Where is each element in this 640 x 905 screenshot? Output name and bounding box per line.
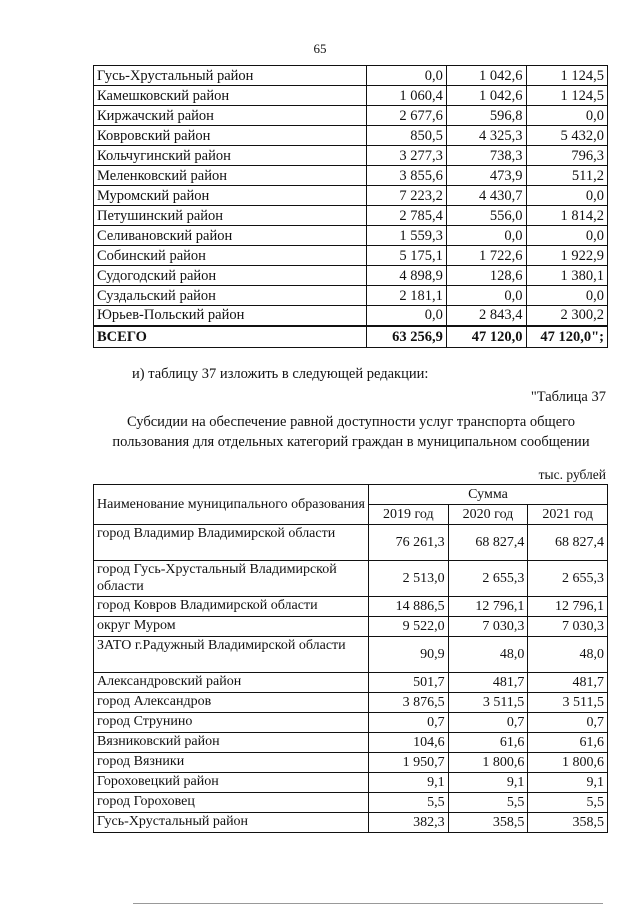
table-36-continuation — [93, 65, 608, 348]
value-2019: 9 522,0 — [369, 617, 449, 637]
value-2020: 596,8 — [446, 106, 526, 126]
value-2020: 128,6 — [446, 266, 526, 286]
table-title: Субсидии на обеспечение равной доступности услуг транспорта общего пользования для отдельных категорий граждан в муниципальном сообщении — [112, 414, 590, 450]
table-row — [94, 246, 608, 266]
header-sum-column: Сумма — [369, 485, 608, 505]
value-2019: 1 559,3 — [367, 226, 447, 246]
value-2020: 0,0 — [446, 226, 526, 246]
value-2019: 5,5 — [369, 793, 449, 813]
table-row — [94, 106, 608, 126]
table-label: "Таблица 37 — [530, 389, 606, 405]
value-2019: 3 277,3 — [367, 146, 447, 166]
value-2020: 61,6 — [448, 733, 528, 753]
name-cell: Собинский район — [94, 246, 367, 266]
table-37 — [93, 484, 608, 833]
value-2020: 481,7 — [448, 673, 528, 693]
name-cell: город Вязники — [94, 753, 369, 773]
name-cell: Меленковский район — [94, 166, 367, 186]
value-2020: 9,1 — [448, 773, 528, 793]
value-2021: 68 827,4 — [528, 525, 608, 561]
value-2019: 3 876,5 — [369, 693, 449, 713]
value-2019: 501,7 — [369, 673, 449, 693]
value-2021: 0,0 — [526, 186, 607, 206]
name-cell: Суздальский район — [94, 286, 367, 306]
name-cell: Ковровский район — [94, 126, 367, 146]
name-cell: город Гусь-Хрустальный Владимирской области — [94, 561, 369, 597]
amendment-instruction: и) таблицу 37 изложить в следующей редакции: — [132, 366, 429, 382]
value-2021: 48,0 — [528, 637, 608, 673]
table-row — [94, 166, 608, 186]
value-2020: 7 030,3 — [448, 617, 528, 637]
value-2019: 382,3 — [369, 813, 449, 833]
page-number: 65 — [313, 41, 327, 56]
name-cell: округ Муром — [94, 617, 369, 637]
value-2019: 4 898,9 — [367, 266, 447, 286]
table-row — [94, 126, 608, 146]
value-2019: 2 785,4 — [367, 206, 447, 226]
table-row — [94, 206, 608, 226]
name-cell: Муромский район — [94, 186, 367, 206]
value-2021: 0,0 — [526, 286, 607, 306]
value-2020: 1 800,6 — [448, 753, 528, 773]
value-2020: 3 511,5 — [448, 693, 528, 713]
table-row — [94, 813, 608, 833]
value-2019: 7 223,2 — [367, 186, 447, 206]
name-cell: Вязниковский район — [94, 733, 369, 753]
value-2019: 9,1 — [369, 773, 449, 793]
value-2020: 4 430,7 — [446, 186, 526, 206]
value-2021: 5 432,0 — [526, 126, 607, 146]
name-cell: Гусь-Хрустальный район — [94, 66, 367, 86]
value-2019: 76 261,3 — [369, 525, 449, 561]
name-cell: Судогодский район — [94, 266, 367, 286]
value-2019: 14 886,5 — [369, 597, 449, 617]
table-row — [94, 637, 608, 673]
name-cell: ВСЕГО — [94, 326, 367, 348]
value-2021: 481,7 — [528, 673, 608, 693]
name-cell: город Струнино — [94, 713, 369, 733]
name-cell: Петушинский район — [94, 206, 367, 226]
value-2021: 0,0 — [526, 106, 607, 126]
name-cell: Александровский район — [94, 673, 369, 693]
name-cell: город Владимир Владимирской области — [94, 525, 369, 561]
name-cell: город Александров — [94, 693, 369, 713]
name-cell: Гусь-Хрустальный район — [94, 813, 369, 833]
value-2019: 63 256,9 — [367, 326, 447, 348]
value-2020: 738,3 — [446, 146, 526, 166]
value-2019: 1 950,7 — [369, 753, 449, 773]
name-cell: ЗАТО г.Радужный Владимирской области — [94, 637, 369, 673]
value-2021: 2 300,2 — [526, 306, 607, 326]
value-2019: 0,7 — [369, 713, 449, 733]
table-36-body — [94, 66, 608, 348]
name-cell: город Гороховец — [94, 793, 369, 813]
name-cell: город Ковров Владимирской области — [94, 597, 369, 617]
name-cell: Кольчугинский район — [94, 146, 367, 166]
value-2020: 4 325,3 — [446, 126, 526, 146]
value-2020: 556,0 — [446, 206, 526, 226]
table-row — [94, 793, 608, 813]
value-2019: 5 175,1 — [367, 246, 447, 266]
table-row — [94, 693, 608, 713]
value-2021: 1 380,1 — [526, 266, 607, 286]
value-2019: 104,6 — [369, 733, 449, 753]
units-label: тыс. рублей — [538, 467, 606, 482]
bottom-divider — [133, 903, 603, 904]
value-2021: 1 124,5 — [526, 86, 607, 106]
value-2020: 47 120,0 — [446, 326, 526, 348]
value-2020: 1 722,6 — [446, 246, 526, 266]
value-2019: 2 181,1 — [367, 286, 447, 306]
value-2021: 3 511,5 — [528, 693, 608, 713]
value-2019: 0,0 — [367, 306, 447, 326]
value-2020: 473,9 — [446, 166, 526, 186]
table-row — [94, 306, 608, 326]
name-cell: Камешковский район — [94, 86, 367, 106]
value-2020: 48,0 — [448, 637, 528, 673]
value-2021: 47 120,0"; — [526, 326, 607, 348]
value-2019: 2 513,0 — [369, 561, 449, 597]
table-row — [94, 561, 608, 597]
table-row — [94, 617, 608, 637]
total-row — [94, 326, 608, 348]
value-2021: 358,5 — [528, 813, 608, 833]
value-2021: 1 922,9 — [526, 246, 607, 266]
value-2021: 0,7 — [528, 713, 608, 733]
value-2021: 5,5 — [528, 793, 608, 813]
table-37-header — [94, 485, 608, 525]
table-row — [94, 525, 608, 561]
header-name-column: Наименование муниципального образования — [94, 485, 369, 525]
value-2020: 2 655,3 — [448, 561, 528, 597]
table-row — [94, 86, 608, 106]
table-row — [94, 66, 608, 86]
value-2019: 90,9 — [369, 637, 449, 673]
table-row — [94, 146, 608, 166]
value-2020: 0,0 — [446, 286, 526, 306]
table-row — [94, 286, 608, 306]
value-2020: 5,5 — [448, 793, 528, 813]
table-37-body — [94, 525, 608, 833]
value-2020: 1 042,6 — [446, 66, 526, 86]
header-year-2019: 2019 год — [369, 505, 449, 525]
value-2021: 12 796,1 — [528, 597, 608, 617]
name-cell: Юрьев-Польский район — [94, 306, 367, 326]
table-row — [94, 733, 608, 753]
value-2020: 68 827,4 — [448, 525, 528, 561]
value-2019: 2 677,6 — [367, 106, 447, 126]
value-2021: 9,1 — [528, 773, 608, 793]
value-2020: 12 796,1 — [448, 597, 528, 617]
value-2020: 1 042,6 — [446, 86, 526, 106]
name-cell: Киржачский район — [94, 106, 367, 126]
table-row — [94, 713, 608, 733]
value-2020: 358,5 — [448, 813, 528, 833]
table-row — [94, 266, 608, 286]
value-2021: 1 814,2 — [526, 206, 607, 226]
name-cell: Гороховецкий район — [94, 773, 369, 793]
value-2021: 7 030,3 — [528, 617, 608, 637]
value-2019: 0,0 — [367, 66, 447, 86]
header-year-2021: 2021 год — [528, 505, 608, 525]
value-2021: 1 124,5 — [526, 66, 607, 86]
table-row — [94, 753, 608, 773]
table-row — [94, 773, 608, 793]
value-2021: 511,2 — [526, 166, 607, 186]
value-2021: 1 800,6 — [528, 753, 608, 773]
name-cell: Селивановский район — [94, 226, 367, 246]
header-year-2020: 2020 год — [448, 505, 528, 525]
table-row — [94, 226, 608, 246]
value-2021: 2 655,3 — [528, 561, 608, 597]
value-2021: 61,6 — [528, 733, 608, 753]
table-row — [94, 673, 608, 693]
table-row — [94, 186, 608, 206]
value-2020: 2 843,4 — [446, 306, 526, 326]
value-2021: 796,3 — [526, 146, 607, 166]
value-2020: 0,7 — [448, 713, 528, 733]
value-2019: 850,5 — [367, 126, 447, 146]
value-2019: 3 855,6 — [367, 166, 447, 186]
value-2021: 0,0 — [526, 226, 607, 246]
table-row — [94, 597, 608, 617]
value-2019: 1 060,4 — [367, 86, 447, 106]
